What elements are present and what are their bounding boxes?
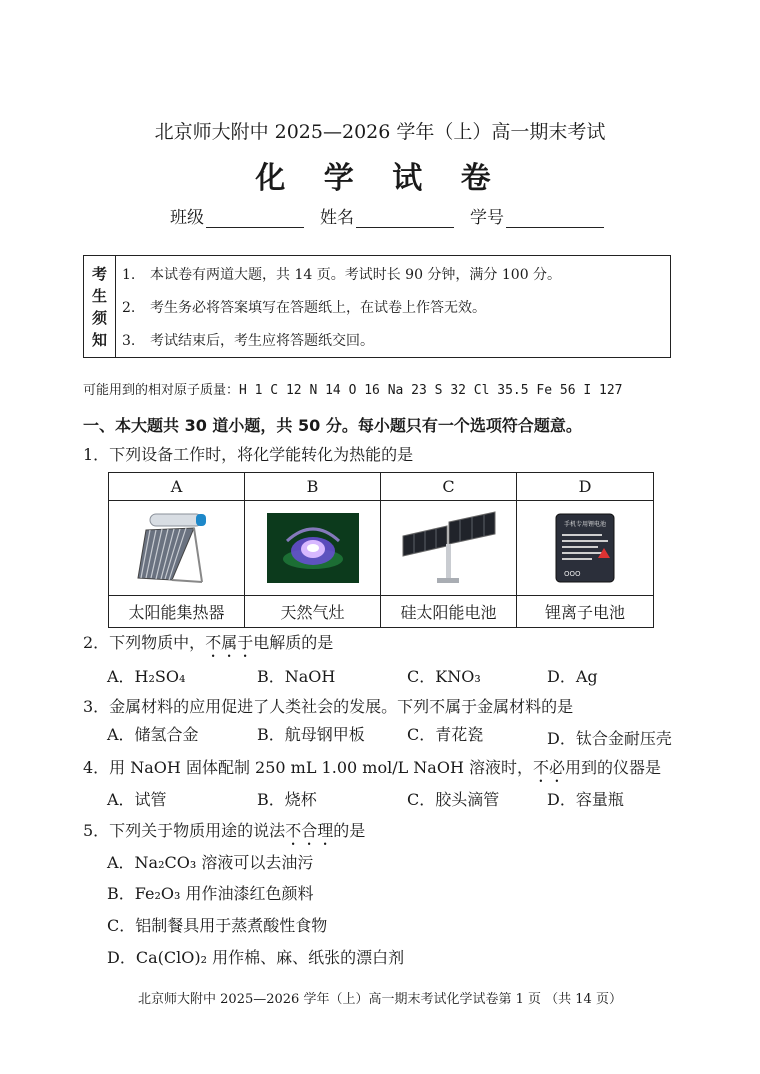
question-text: 4．用 NaOH 固体配制 250 mL 1.00 mol/L NaOH 溶液时， <box>83 758 533 777</box>
option-c-label: 硅太阳能电池 <box>381 596 517 627</box>
notice-head-char: 生 <box>91 286 107 305</box>
class-blank[interactable] <box>206 212 304 228</box>
table-header-d: D <box>517 473 653 501</box>
silicon-solar-panel-image <box>381 501 517 596</box>
page-footer: 北京师大附中 2025—2026 学年（上）高一期末考试化学试卷第 1 页 （共 14 页） <box>138 992 622 1007</box>
name-blank[interactable] <box>356 212 454 228</box>
question-5-stem <box>83 818 365 849</box>
question-text: 用到的仪器是 <box>565 758 662 777</box>
atomic-masses: 可能用到的相对原子质量：H 1 C 12 N 14 O 16 Na 23 S 32 Cl 35.5 Fe 56 I 127 <box>83 383 623 398</box>
notice-text: 考生务必将答案填写在答题纸上，在试卷上作答无效。 <box>150 300 486 316</box>
question-3-stem: 3．金属材料的应用促进了人类社会的发展。下列不属于金属材料的是 <box>83 697 574 716</box>
lithium-battery-image <box>517 501 653 596</box>
battery-label: 手机专用锂电池 <box>563 521 607 528</box>
question-2-stem <box>83 630 333 661</box>
student-id-blank[interactable] <box>506 212 604 228</box>
option-d[interactable]: D．容量瓶 <box>547 790 624 809</box>
notice-head-char: 须 <box>91 309 107 328</box>
notice-heading <box>84 256 116 357</box>
gas-stove-image <box>245 501 381 596</box>
question-text: 2．下列物质中， <box>83 633 206 652</box>
question-1-stem: 1．下列设备工作时，将化学能转化为热能的是 <box>83 445 414 464</box>
notice-list <box>116 256 670 357</box>
notice-text: 本试卷有两道大题，共 14 页。考试时长 90 分钟，满分 100 分。 <box>150 267 562 283</box>
notice-head-char: 知 <box>91 331 107 350</box>
option-c[interactable]: C．青花瓷 <box>407 725 484 744</box>
student-id-label: 学号 <box>470 208 504 228</box>
notice-head-char: 考 <box>91 264 107 283</box>
question-3-options <box>107 722 672 749</box>
exam-notice-box <box>83 255 671 358</box>
table-header-c: C <box>381 473 517 501</box>
option-b-label: 天然气灶 <box>245 596 381 627</box>
question-text: 5．下列关于物质用途的说法 <box>83 821 286 840</box>
student-id-field[interactable] <box>470 203 604 228</box>
emphasis-text: 不必 <box>533 758 566 777</box>
table-header-b: B <box>245 473 381 501</box>
option-b[interactable]: B．Fe₂O₃ 用作油漆红色颜料 <box>107 884 314 903</box>
name-field[interactable] <box>320 203 454 228</box>
question-text: 电解质的是 <box>253 633 334 652</box>
notice-item <box>122 262 670 295</box>
notice-item <box>122 295 670 328</box>
option-d[interactable]: D．Ag <box>547 667 598 686</box>
notice-num: 2. <box>122 300 136 316</box>
notice-item <box>122 328 670 361</box>
option-a[interactable]: A．H₂SO₄ <box>107 667 186 686</box>
option-c[interactable]: C．铝制餐具用于蒸煮酸性食物 <box>107 916 328 935</box>
emphasis-text: 不属于 <box>205 633 254 652</box>
option-a[interactable]: A．储氢合金 <box>107 725 199 744</box>
class-label: 班级 <box>170 208 204 228</box>
student-info-fields <box>170 203 620 228</box>
option-b[interactable]: B．NaOH <box>257 667 336 686</box>
name-label: 姓名 <box>320 208 354 228</box>
emphasis-text: 不合理 <box>285 821 334 840</box>
option-a[interactable]: A．试管 <box>107 790 167 809</box>
notice-num: 1. <box>122 267 136 283</box>
class-field[interactable] <box>170 203 304 228</box>
option-b[interactable]: B．烧杯 <box>257 790 317 809</box>
option-c[interactable]: C．KNO₃ <box>407 667 481 686</box>
option-a-label: 太阳能集热器 <box>109 596 245 627</box>
table-header-a: A <box>109 473 245 501</box>
option-b[interactable]: B．航母钢甲板 <box>257 725 365 744</box>
school-exam-header: 北京师大附中 2025—2026 学年（上）高一期末考试 <box>154 121 606 143</box>
notice-num: 3. <box>122 333 136 349</box>
option-d[interactable]: D．钛合金耐压壳 <box>547 729 672 748</box>
question-text: 的是 <box>333 821 366 840</box>
option-c[interactable]: C．胶头滴管 <box>407 790 500 809</box>
question-4-stem <box>83 755 661 786</box>
notice-text: 考试结束后，考生应将答题纸交回。 <box>150 333 374 349</box>
option-a[interactable]: A．Na₂CO₃ 溶液可以去油污 <box>107 853 314 872</box>
option-d-label: 锂离子电池 <box>544 603 625 622</box>
svg-text:OOO: OOO <box>564 570 581 578</box>
section-heading: 一、本大题共 30 道小题，共 50 分。每小题只有一个选项符合题意。 <box>83 416 582 435</box>
question-4-options <box>107 787 624 810</box>
question-1-table <box>108 472 654 628</box>
page-title: 化 学 试 卷 <box>255 161 505 196</box>
option-d[interactable]: D．Ca(ClO)₂ 用作棉、麻、纸张的漂白剂 <box>107 948 405 967</box>
question-2-options <box>107 664 598 687</box>
solar-collector-image <box>109 501 245 596</box>
